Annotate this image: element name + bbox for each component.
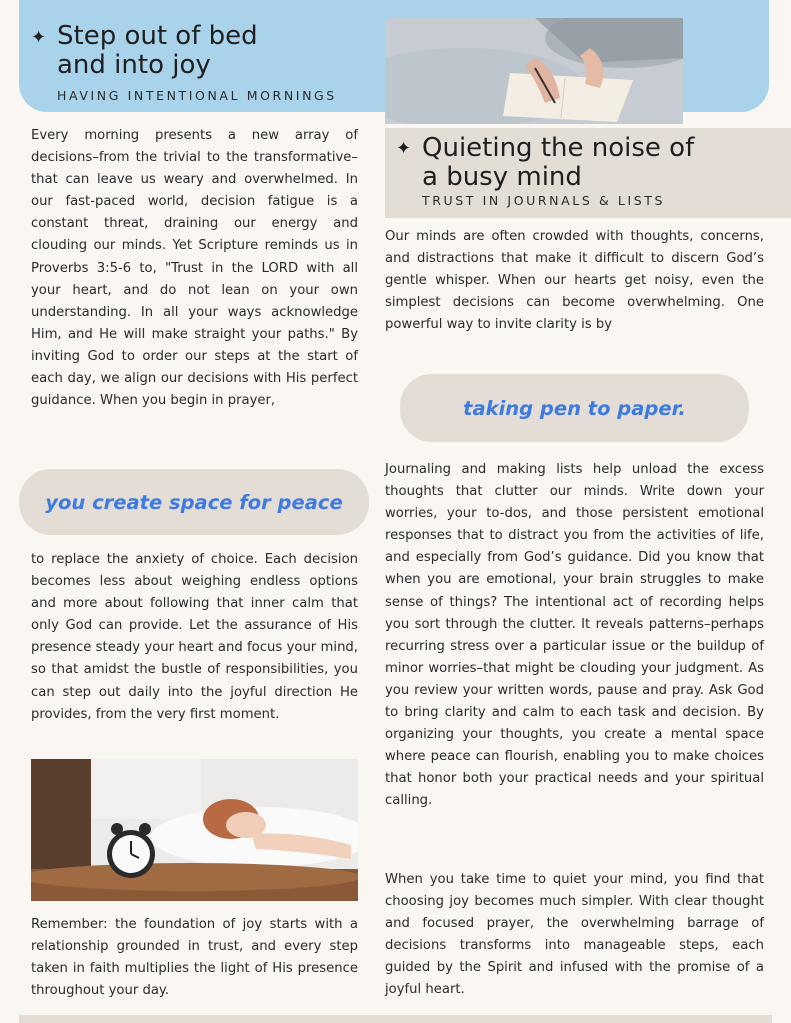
journal-photo (385, 18, 683, 124)
left-article-subtitle: HAVING INTENTIONAL MORNINGS (57, 88, 337, 103)
right-article-subtitle: TRUST IN JOURNALS & LISTS (422, 193, 666, 208)
right-paragraph-1: Our minds are often crowded with thoughts, concerns, and distractions that make it difficult to discern God’s gentle whisper. When our hearts get noisy, even the simplest decisions can become overwhelming. One powerful way to invite clarity is by (385, 229, 764, 333)
left-title-line1: Step out of bed (57, 21, 258, 51)
sleeping-photo (31, 759, 358, 901)
footer-bar (19, 1015, 772, 1023)
right-pull-quote-text: taking pen to paper. (463, 396, 686, 420)
right-article-title (422, 134, 694, 192)
journal-photo-art (385, 18, 683, 124)
left-title-line2: and into joy (57, 50, 211, 80)
right-paragraph-2: Journaling and making lists help unload the excess thoughts that clutter our minds. Write down your worries, your to-dos, and those persistent emotional responses that to distract you from the activities of life, and especially from God’s guidance. Did you know that when you are emotional, your brain struggles to make sense of things? The intentional act of recording helps you sort through the clutter. It reveals patterns–perhaps recurring stress over a particular issue or the buildup of minor worries–that might be clouding your judgment. As you review your written words, pause and pray. Ask God to bring clarity and calm to each task and decision. By organizing your thoughts, you create a mental space where peace can flourish, enabling you to make choices that honor both your practical needs and your spiritual calling. (385, 462, 764, 809)
right-pull-quote (400, 374, 749, 442)
sleeping-photo-art (31, 759, 358, 901)
star-icon: ✦ (31, 27, 47, 48)
left-paragraph-2: to replace the anxiety of choice. Each decision becomes less about weighing endless options and more about following that inner calm that only God can provide. Let the assurance of His presence steady your heart and focus your mind, so that amidst the bustle of responsibilities, you can step out daily into the joyful direction He provides, from the very first moment. (31, 552, 358, 722)
left-paragraph-3: Remember: the foundation of joy starts with a relationship grounded in trust, and every step taken in faith multiplies the light of His presence throughout your day. (31, 917, 358, 999)
left-paragraph-1: Every morning presents a new array of decisions–from the trivial to the transformative–that can leave us weary and overwhelmed. In our fast-paced world, decision fatigue is a constant threat, draining our energy and clouding our minds. Yet Scripture reminds us in Proverbs 3:5-6 to, "Trust in the LORD with all your heart, and do not lean on your own understanding. In all your ways acknowledge Him, and He will make straight your paths." By inviting God to order our steps at the start of each day, we align our decisions with His perfect guidance. When you begin in prayer, (31, 128, 358, 409)
right-title-line1: Quieting the noise of (422, 133, 695, 163)
star-icon: ✦ (396, 138, 412, 159)
right-title-line2: a busy mind (422, 162, 582, 192)
left-article-title (57, 22, 258, 80)
left-pull-quote (19, 469, 369, 535)
left-pull-quote-text: you create space for peace (45, 490, 343, 514)
right-paragraph-3: When you take time to quiet your mind, you find that choosing joy becomes much simpler. With clear thought and focused prayer, the overwhelming barrage of decisions transforms into manageable steps, each guided by the Spirit and infused with the promise of a joyful heart. (385, 872, 764, 998)
